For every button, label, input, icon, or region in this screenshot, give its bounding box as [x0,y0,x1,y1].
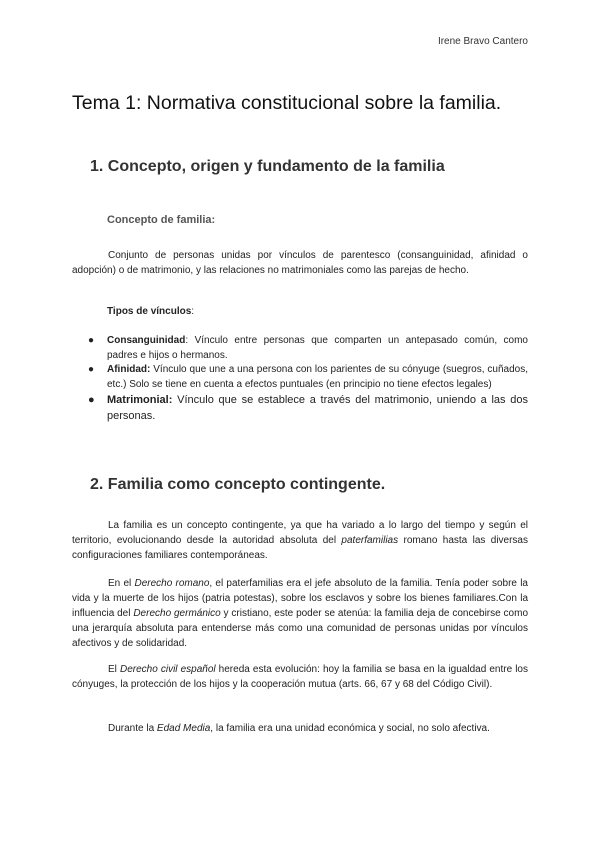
text-run: La familia es un concepto contingente, ya que ha variado a lo largo del tiempo y según el territorio, evolucionando desde la autoridad absoluta del [72,520,528,546]
text-run: El [108,664,120,675]
vinculos-list [72,334,528,424]
list-item [72,363,528,392]
bullet-icon: ● [88,394,95,406]
italic-term: Derecho germánico [133,608,221,619]
document-title: Tema 1: Normativa constitucional sobre la familia. [72,92,502,114]
section-2-heading: 2. Familia como concepto contingente. [90,476,386,493]
text-run: , la familia era una unidad económica y social, no solo afectiva. [210,723,490,734]
tipos-colon: : [191,306,195,317]
list-item [72,334,528,363]
paragraph-edad-media [72,721,528,736]
italic-term: Edad Media [156,723,211,734]
text-run: , el paterfamilias era el jefe absoluto de la familia. Tenía poder sobre la vida y la muerte de los hijos (patria potestas), sobre los esclavos y sobre los bienes familiares.Con la influencia del [72,578,528,619]
paragraph-derecho-civil [72,662,528,692]
concepto-subheading: Concepto de familia: [107,214,216,226]
italic-term: paterfamilias [341,535,399,546]
author-name: Irene Bravo Cantero [437,36,528,47]
italic-term: Derecho romano [134,578,210,589]
text-run: hereda esta evolución: hoy la familia se basa en la igualdad entre los cónyuges, la protección de los hijos y la cooperación mutua (arts. 66, 67 y 68 del Código Civil). [72,664,528,690]
tipos-label [107,306,194,317]
text-run: y cristiano, este poder se atenúa: la familia deja de concebirse como una jerarquía absoluta para entenderse más como una comunidad de personas unidas por vínculos afectivos y de solidaridad. [72,608,529,649]
paragraph-derecho-romano [72,576,528,651]
bullet-term: Consanguinidad [107,335,186,346]
text-run: En el [108,578,135,589]
paragraph-contingente [72,518,528,563]
tipos-label-text: Tipos de vínculos [107,306,192,317]
bullet-term: Matrimonial: [107,394,173,406]
definition-paragraph: Conjunto de personas unidas por vínculos de parentesco (consanguinidad, afinidad o adopción) o de matrimonio, y las relaciones no matrimoniales como las parejas de hecho. [72,250,528,276]
bullet-sep: : [185,335,195,346]
bullet-icon: ● [88,335,95,346]
text-run: romano hasta las diversas configuraciones familiares contemporáneas. [72,535,528,561]
bullet-term: Afinidad: [107,364,151,375]
list-item [72,392,528,424]
text-run: Durante la [108,723,157,734]
italic-term: Derecho civil español [119,664,216,675]
bullet-text: Vínculo que une a una persona con los parientes de su cónyuge (suegros, cuñados, etc.) Solo se tiene en cuenta a efectos puntuales (en principio no tiene efectos legales) [107,364,528,390]
section-1-heading: 1. Concepto, origen y fundamento de la familia [90,158,445,175]
bullet-icon: ● [88,364,95,375]
bullet-text: Vínculo entre personas que comparten un antepasado común, como padres e hijos o hermanos. [107,335,528,361]
bullet-text: Vínculo que se establece a través del matrimonio, uniendo a las dos personas. [107,394,528,422]
